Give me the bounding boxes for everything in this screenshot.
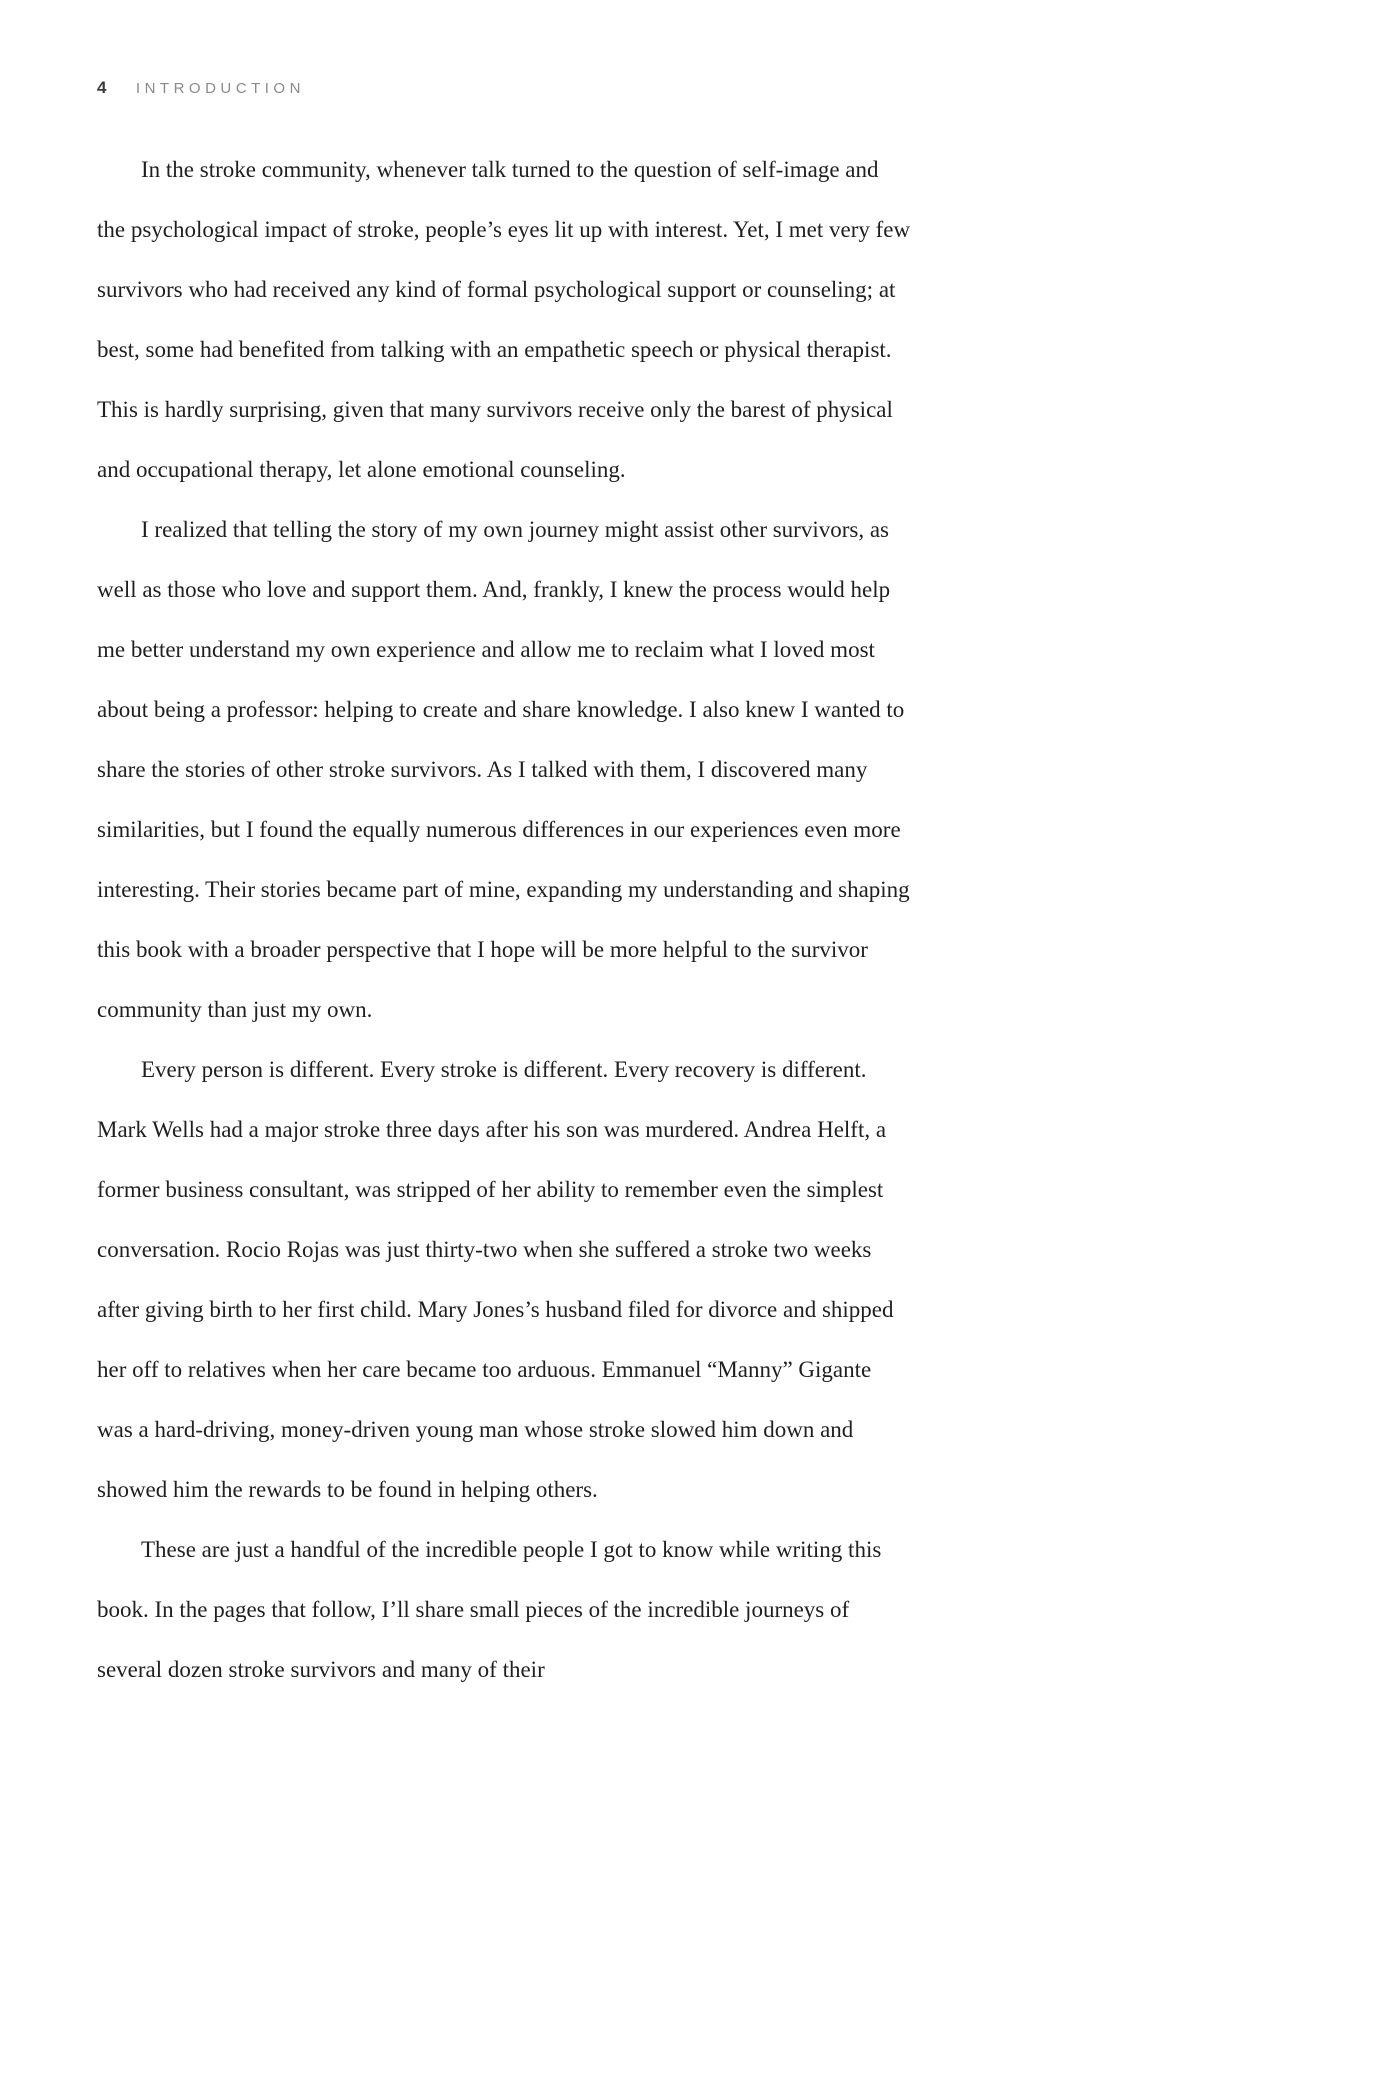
body-text bbox=[97, 140, 912, 1700]
page-number: 4 bbox=[97, 78, 108, 97]
paragraph-1: In the stroke community, whenever talk turned to the question of self-image and the psychological impact of stroke, people’s eyes lit up with interest. Yet, I met very few survivors who had received any kind of formal psychological support or counseling; at best, some had benefited from talking with an empathetic speech or physical therapist. This is hardly surprising, given that many survivors receive only the barest of physical and occupational therapy, let alone emotional counseling. bbox=[97, 157, 911, 482]
running-head-title: INTRODUCTION bbox=[135, 80, 305, 97]
paragraph-4: These are just a handful of the incredible people I got to know while writing this book. In the pages that follow, I’ll share small pieces of the incredible journeys of several dozen stroke survivors and many of their bbox=[97, 1537, 882, 1682]
paragraph-2: I realized that telling the story of my own journey might assist other survivors, as well as those who love and support them. And, frankly, I knew the process would help me better understand my own experience and allow me to reclaim what I loved most about being a professor: helping to create and share knowledge. I also knew I wanted to share the stories of other stroke survivors. As I talked with them, I discovered many similarities, but I found the equally numerous differences in our experiences even more interesting. Their stories became part of mine, expanding my understanding and shaping this book with a broader perspective that I hope will be more helpful to the survivor community than just my own. bbox=[97, 517, 910, 1022]
paragraph-3: Every person is different. Every stroke is different. Every recovery is different. Mark Wells had a major stroke three days after his son was murdered. Andrea Helft, a former business consultant, was stripped of her ability to remember even the simplest conversation. Rocio Rojas was just thirty-two when she suffered a stroke two weeks after giving birth to her first child. Mary Jones’s husband filed for divorce and shipped her off to relatives when her care became too arduous. Emmanuel “Manny” Gigante was a hard-driving, money-driven young man whose stroke slowed him down and showed him the rewards to be found in helping others. bbox=[97, 1057, 894, 1502]
running-header bbox=[97, 78, 305, 98]
